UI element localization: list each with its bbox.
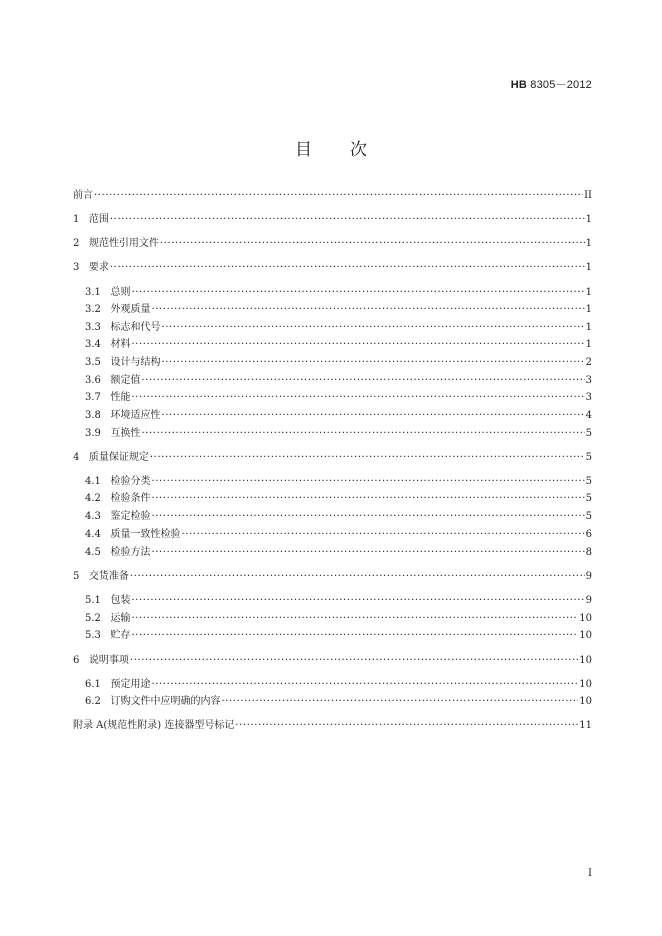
toc-leader-dots [131,611,578,627]
toc-entry[interactable] [85,474,592,490]
toc-leader-dots [160,236,585,252]
toc-entry-page: 9 [585,595,592,606]
toc-entry-title: 外观质量 [110,304,151,315]
page-title-char-1: 目 [295,140,312,160]
toc-leader-dots [150,450,585,466]
toc-leader-dots [131,390,584,406]
toc-entry-page: 1 [585,214,592,225]
toc-entry-title: 互换性 [110,428,141,439]
toc-entry-number: 4.3 [85,511,111,522]
toc-leader-dots [141,373,584,389]
toc-entry[interactable] [85,677,592,693]
toc-entry-number: 4.2 [85,493,111,504]
page-number: I [588,868,592,879]
toc-entry[interactable] [73,212,592,228]
toc-entry-page: 4 [585,410,592,421]
toc-entry-number: 3.8 [85,410,111,421]
standard-code-prefix: HB [510,79,527,91]
toc-entry[interactable] [85,320,592,336]
toc-leader-dots [110,212,585,228]
toc-entry-title: 设计与结构 [110,357,161,368]
toc-entry-title: 贮存 [110,630,131,641]
toc-entry-number: 4.5 [85,547,111,558]
toc-entry-title: 附录 A(规范性附录) 连接器型号标记 [73,720,235,731]
toc-entry-title: 性能 [110,392,131,403]
toc-entry-number: 3 [73,262,89,273]
toc-entry-number: 3.7 [85,392,111,403]
toc-entry-title: 质量一致性检验 [110,529,181,540]
toc-leader-dots [110,260,585,276]
toc-entry-page: 9 [585,571,592,582]
toc-entry-page: 5 [585,511,592,522]
toc-entry[interactable] [73,236,592,252]
toc-leader-dots [130,569,585,585]
toc-entry-page: 5 [585,428,592,439]
toc-entry[interactable] [85,390,592,406]
toc-entry-number: 3.2 [85,304,111,315]
toc-entry[interactable] [85,491,592,507]
toc-entry-title: 说明事项 [88,655,129,666]
toc-entry-title: 标志和代号 [110,322,161,333]
toc-entry-page: 10 [579,630,592,641]
toc-entry-title: 交货准备 [88,571,129,582]
toc-leader-dots [151,474,584,490]
toc-leader-dots [130,653,578,669]
toc-entry-title: 规范性引用文件 [88,238,159,249]
toc-entry-number: 3.1 [85,287,111,298]
toc-entry-page: 1 [585,322,592,333]
toc-leader-dots [181,527,584,543]
toc-entry-number: 5.2 [85,613,111,624]
toc-entry[interactable] [85,545,592,561]
toc-entry-number: 5.1 [85,595,111,606]
toc-entry-title: 前言 [73,190,93,201]
toc-entry-page: 5 [585,452,592,463]
toc-entry[interactable] [85,285,592,301]
toc-leader-dots [94,188,583,204]
toc-entry[interactable] [85,355,592,371]
toc-entry-number: 5.3 [85,630,111,641]
toc-leader-dots [151,302,584,318]
toc-entry-title: 订购文件中应明确的内容 [110,696,221,707]
toc-entry-number: 4.4 [85,529,111,540]
toc-entry-page: 1 [585,304,592,315]
toc-entry-number: 1 [73,214,89,225]
toc-entry[interactable] [73,653,592,669]
toc-entry[interactable] [73,260,592,276]
toc-entry-page: 1 [585,238,592,249]
toc-entry-page: 1 [585,262,592,273]
toc-entry-page: 5 [585,493,592,504]
toc-entry-page: 3 [585,375,592,386]
toc-entry-title: 运输 [110,613,131,624]
toc-entry-title: 预定用途 [110,679,151,690]
toc-entry-title: 范围 [88,214,109,225]
toc-entry-page: 1 [585,339,592,350]
toc-entry-title: 质量保证规定 [88,452,149,463]
toc-entry[interactable] [73,569,592,585]
toc-leader-dots [161,355,584,371]
toc-leader-dots [235,718,578,734]
toc-entry-title: 鉴定检验 [110,511,151,522]
toc-entry[interactable] [73,718,592,734]
toc-leader-dots [161,320,584,336]
toc-leader-dots [131,337,584,353]
toc-entry-number: 4 [73,452,89,463]
toc-leader-dots [131,628,578,644]
toc-entry-title: 要求 [88,262,109,273]
toc-leader-dots [151,491,584,507]
standard-code [511,76,592,92]
toc-entry[interactable] [85,593,592,609]
toc-entry-page: 11 [579,720,592,731]
toc-entry[interactable] [85,302,592,318]
toc-entry-page: 10 [579,696,592,707]
toc-entry[interactable] [85,337,592,353]
toc-leader-dots [141,426,584,442]
toc-entry-page: 2 [585,357,592,368]
toc-entry-number: 3.6 [85,375,111,386]
toc-leader-dots [131,285,584,301]
toc-entry[interactable] [85,611,592,627]
toc-entry[interactable] [85,408,592,424]
toc-entry-number: 5 [73,571,89,582]
toc-entry-page: 10 [579,679,592,690]
toc-entry-page: 10 [579,613,592,624]
toc-entry-title: 额定值 [110,375,141,386]
toc-entry-title: 检验条件 [110,493,151,504]
toc-entry[interactable] [73,188,592,204]
toc-entry-number: 3.9 [85,428,111,439]
toc-entry[interactable] [85,509,592,525]
toc-entry[interactable] [85,373,592,389]
toc-leader-dots [221,694,578,710]
toc-entry-number: 6 [73,655,89,666]
page-title-char-2: 次 [350,140,367,160]
toc-leader-dots [131,593,584,609]
toc-leader-dots [161,408,584,424]
toc-entry-number: 3.4 [85,339,111,350]
toc-entry-page: 10 [579,655,592,666]
toc-entry-page: 8 [585,547,592,558]
toc-leader-dots [151,545,584,561]
toc-entry-page: II [584,190,592,201]
toc-entry-number: 3.3 [85,322,111,333]
toc-entry-title: 检验分类 [110,476,151,487]
toc-entry-page: 6 [585,529,592,540]
toc-entry-title: 材料 [110,339,131,350]
standard-code-number: 8305－2012 [527,79,592,91]
toc-entry[interactable] [85,527,592,543]
toc-entry[interactable] [85,628,592,644]
toc-entry-number: 6.1 [85,679,111,690]
toc-entry-number: 2 [73,238,89,249]
toc-entry-number: 6.2 [85,696,111,707]
page-title [0,135,662,160]
toc-entry-title: 检验方法 [110,547,151,558]
toc-entry-title: 总则 [110,287,131,298]
toc-entry-page: 1 [585,287,592,298]
toc-entry-number: 4.1 [85,476,111,487]
toc-entry-page: 5 [585,476,592,487]
toc-entry[interactable] [73,450,592,466]
toc-entry-title: 环境适应性 [110,410,161,421]
toc-entry[interactable] [85,694,592,710]
toc-entry-title: 包装 [110,595,131,606]
toc-entry-number: 3.5 [85,357,111,368]
toc-entry[interactable] [85,426,592,442]
toc-leader-dots [151,677,578,693]
toc-entry-page: 3 [585,392,592,403]
toc-leader-dots [151,509,584,525]
